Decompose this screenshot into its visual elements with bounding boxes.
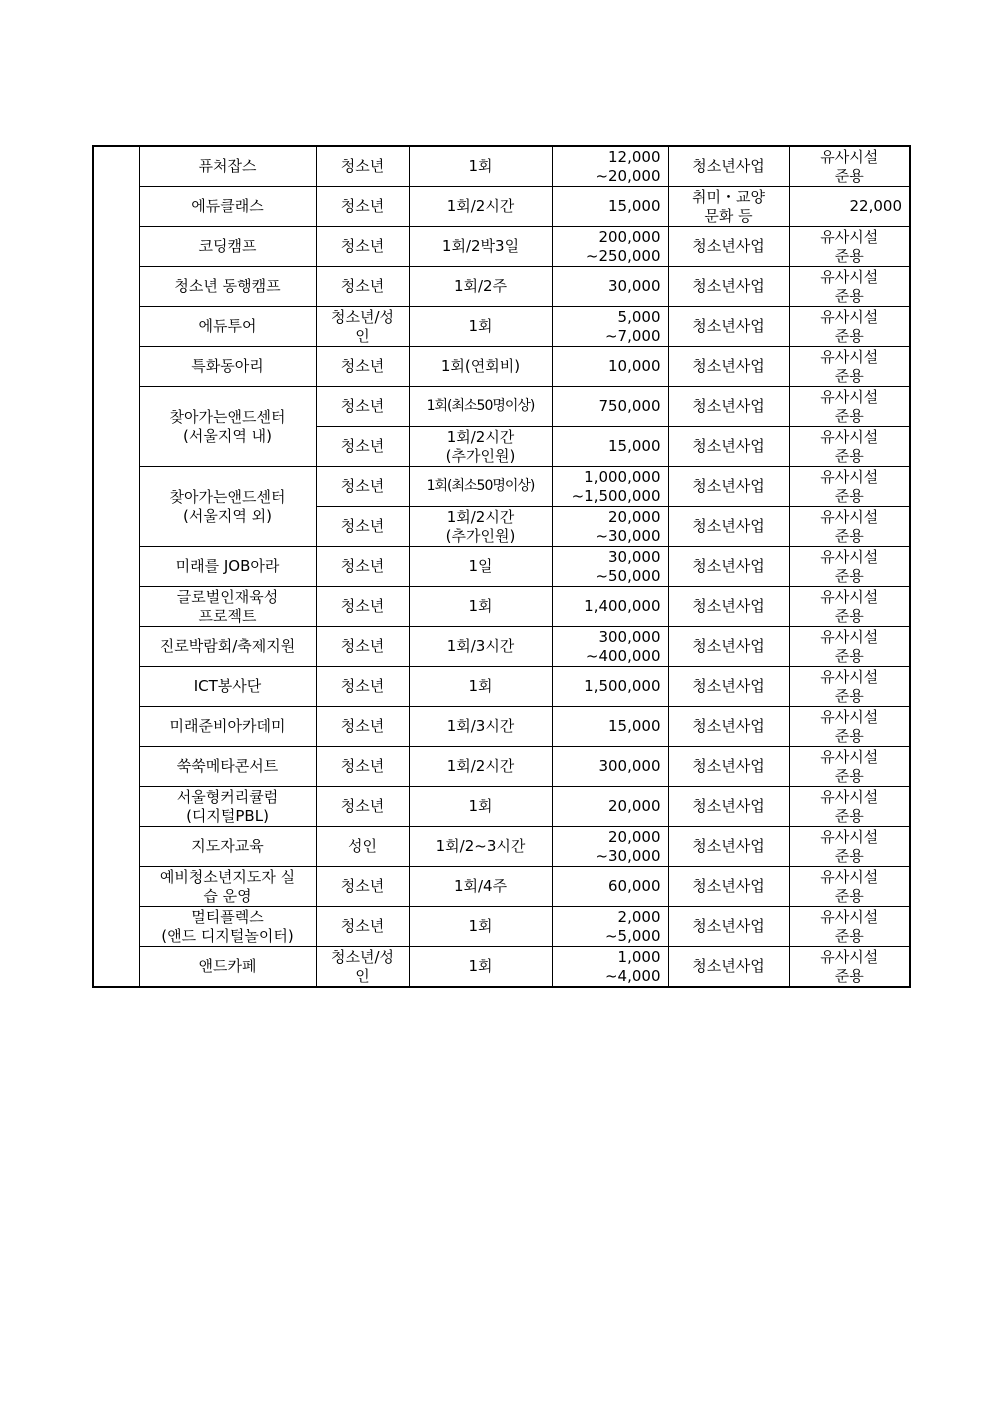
- category-cell: 청소년사업: [668, 387, 789, 427]
- program-name-cell: 진로박람회/축제지원: [139, 627, 316, 667]
- unit-cell: 1회: [409, 787, 552, 827]
- table-row: [93, 747, 910, 787]
- category-cell: 취미・교양 문화 등: [668, 187, 789, 227]
- fee-cell: 300,000 ~400,000: [552, 627, 668, 667]
- fee-cell: 15,000: [552, 427, 668, 467]
- target-cell: 청소년: [316, 347, 409, 387]
- category-cell: 청소년사업: [668, 907, 789, 947]
- unit-cell: 1회/2시간 (추가인원): [409, 507, 552, 547]
- fee-cell: 1,000,000 ~1,500,000: [552, 467, 668, 507]
- program-name-cell: 특화동아리: [139, 347, 316, 387]
- table-row: [93, 267, 910, 307]
- note-cell: 유사시설 준용: [789, 307, 910, 347]
- program-name-cell: 쑥쑥메타콘서트: [139, 747, 316, 787]
- program-name-cell: 멀티플렉스 (앤드 디지털놀이터): [139, 907, 316, 947]
- note-cell: 유사시설 준용: [789, 427, 910, 467]
- note-cell: 유사시설 준용: [789, 467, 910, 507]
- unit-cell: 1회/2박3일: [409, 227, 552, 267]
- fee-cell: 30,000: [552, 267, 668, 307]
- category-cell: 청소년사업: [668, 747, 789, 787]
- target-cell: 청소년: [316, 227, 409, 267]
- table-row: [93, 307, 910, 347]
- program-name-cell: 글로벌인재육성 프로젝트: [139, 587, 316, 627]
- fee-cell: 20,000: [552, 787, 668, 827]
- note-cell: 유사시설 준용: [789, 627, 910, 667]
- target-cell: 청소년: [316, 267, 409, 307]
- table-row: [93, 387, 910, 427]
- category-cell: 청소년사업: [668, 427, 789, 467]
- note-cell: 유사시설 준용: [789, 707, 910, 747]
- category-cell: 청소년사업: [668, 307, 789, 347]
- table-row: [93, 867, 910, 907]
- note-cell: 유사시설 준용: [789, 507, 910, 547]
- table-row: [93, 547, 910, 587]
- program-name-cell: 미래를 JOB아라: [139, 547, 316, 587]
- category-cell: 청소년사업: [668, 787, 789, 827]
- unit-cell: 1회/2시간 (추가인원): [409, 427, 552, 467]
- table-row: [93, 787, 910, 827]
- fee-cell: 1,400,000: [552, 587, 668, 627]
- table-row: [93, 587, 910, 627]
- unit-cell: 1회/2시간: [409, 187, 552, 227]
- target-cell: 청소년: [316, 587, 409, 627]
- unit-cell: 1회/2시간: [409, 747, 552, 787]
- target-cell: 성인: [316, 827, 409, 867]
- category-cell: 청소년사업: [668, 507, 789, 547]
- target-cell: 청소년/성 인: [316, 307, 409, 347]
- unit-cell: 1회/2주: [409, 267, 552, 307]
- note-cell: 22,000: [789, 187, 910, 227]
- table-row: [93, 827, 910, 867]
- table-row: [93, 467, 910, 507]
- unit-cell: 1회(최소50명이상): [409, 467, 552, 507]
- note-cell: 유사시설 준용: [789, 787, 910, 827]
- category-cell: 청소년사업: [668, 146, 789, 187]
- unit-cell: 1회: [409, 667, 552, 707]
- table-row: [93, 907, 910, 947]
- program-name-cell: 에듀투어: [139, 307, 316, 347]
- note-cell: 유사시설 준용: [789, 667, 910, 707]
- program-name-cell: 찾아가는앤드센터 (서울지역 내): [139, 387, 316, 467]
- category-cell: 청소년사업: [668, 347, 789, 387]
- fee-cell: 12,000 ~20,000: [552, 146, 668, 187]
- target-cell: 청소년: [316, 146, 409, 187]
- fee-table: [92, 145, 911, 988]
- category-cell: 청소년사업: [668, 227, 789, 267]
- fee-cell: 30,000 ~50,000: [552, 547, 668, 587]
- table-row: [93, 627, 910, 667]
- fee-cell: 200,000 ~250,000: [552, 227, 668, 267]
- unit-cell: 1회/2~3시간: [409, 827, 552, 867]
- fee-cell: 2,000 ~5,000: [552, 907, 668, 947]
- category-cell: 청소년사업: [668, 707, 789, 747]
- target-cell: 청소년: [316, 627, 409, 667]
- category-cell: 청소년사업: [668, 467, 789, 507]
- note-cell: 유사시설 준용: [789, 347, 910, 387]
- table-row: [93, 146, 910, 187]
- table-body: [93, 146, 910, 987]
- target-cell: 청소년: [316, 187, 409, 227]
- fee-cell: 300,000: [552, 747, 668, 787]
- program-name-cell: 서울형커리큘럼 (디지털PBL): [139, 787, 316, 827]
- table-row: [93, 707, 910, 747]
- fee-cell: 15,000: [552, 707, 668, 747]
- unit-cell: 1회: [409, 146, 552, 187]
- fee-cell: 1,000 ~4,000: [552, 947, 668, 988]
- fee-cell: 20,000 ~30,000: [552, 507, 668, 547]
- program-name-cell: 미래준비아카데미: [139, 707, 316, 747]
- fee-cell: 750,000: [552, 387, 668, 427]
- program-name-cell: 앤드카페: [139, 947, 316, 988]
- target-cell: 청소년: [316, 907, 409, 947]
- category-column-cell: [93, 146, 139, 987]
- note-cell: 유사시설 준용: [789, 267, 910, 307]
- note-cell: 유사시설 준용: [789, 547, 910, 587]
- table-row: [93, 947, 910, 988]
- table-row: [93, 667, 910, 707]
- target-cell: 청소년: [316, 787, 409, 827]
- note-cell: 유사시설 준용: [789, 907, 910, 947]
- program-name-cell: 코딩캠프: [139, 227, 316, 267]
- program-name-cell: 에듀클래스: [139, 187, 316, 227]
- target-cell: 청소년: [316, 667, 409, 707]
- note-cell: 유사시설 준용: [789, 587, 910, 627]
- category-cell: 청소년사업: [668, 547, 789, 587]
- fee-cell: 15,000: [552, 187, 668, 227]
- unit-cell: 1회(최소50명이상): [409, 387, 552, 427]
- note-cell: 유사시설 준용: [789, 747, 910, 787]
- unit-cell: 1회/3시간: [409, 707, 552, 747]
- unit-cell: 1회: [409, 907, 552, 947]
- target-cell: 청소년: [316, 747, 409, 787]
- target-cell: 청소년: [316, 867, 409, 907]
- fee-cell: 60,000: [552, 867, 668, 907]
- unit-cell: 1회/3시간: [409, 627, 552, 667]
- table-row: [93, 187, 910, 227]
- unit-cell: 1회: [409, 587, 552, 627]
- program-name-cell: ICT봉사단: [139, 667, 316, 707]
- fee-cell: 5,000 ~7,000: [552, 307, 668, 347]
- note-cell: 유사시설 준용: [789, 947, 910, 988]
- unit-cell: 1회: [409, 947, 552, 988]
- unit-cell: 1회: [409, 307, 552, 347]
- program-name-cell: 퓨처잡스: [139, 146, 316, 187]
- table-row: [93, 227, 910, 267]
- note-cell: 유사시설 준용: [789, 867, 910, 907]
- category-cell: 청소년사업: [668, 827, 789, 867]
- fee-cell: 1,500,000: [552, 667, 668, 707]
- unit-cell: 1일: [409, 547, 552, 587]
- program-name-cell: 청소년 동행캠프: [139, 267, 316, 307]
- unit-cell: 1회(연회비): [409, 347, 552, 387]
- category-cell: 청소년사업: [668, 627, 789, 667]
- target-cell: 청소년: [316, 467, 409, 507]
- category-cell: 청소년사업: [668, 867, 789, 907]
- target-cell: 청소년: [316, 707, 409, 747]
- note-cell: 유사시설 준용: [789, 227, 910, 267]
- category-cell: 청소년사업: [668, 667, 789, 707]
- fee-cell: 20,000 ~30,000: [552, 827, 668, 867]
- category-cell: 청소년사업: [668, 587, 789, 627]
- target-cell: 청소년: [316, 547, 409, 587]
- table-row: [93, 347, 910, 387]
- target-cell: 청소년: [316, 427, 409, 467]
- program-name-cell: 찾아가는앤드센터 (서울지역 외): [139, 467, 316, 547]
- note-cell: 유사시설 준용: [789, 387, 910, 427]
- target-cell: 청소년: [316, 507, 409, 547]
- target-cell: 청소년: [316, 387, 409, 427]
- fee-cell: 10,000: [552, 347, 668, 387]
- program-name-cell: 지도자교육: [139, 827, 316, 867]
- category-cell: 청소년사업: [668, 267, 789, 307]
- target-cell: 청소년/성 인: [316, 947, 409, 988]
- category-cell: 청소년사업: [668, 947, 789, 988]
- unit-cell: 1회/4주: [409, 867, 552, 907]
- note-cell: 유사시설 준용: [789, 827, 910, 867]
- program-name-cell: 예비청소년지도자 실 습 운영: [139, 867, 316, 907]
- note-cell: 유사시설 준용: [789, 146, 910, 187]
